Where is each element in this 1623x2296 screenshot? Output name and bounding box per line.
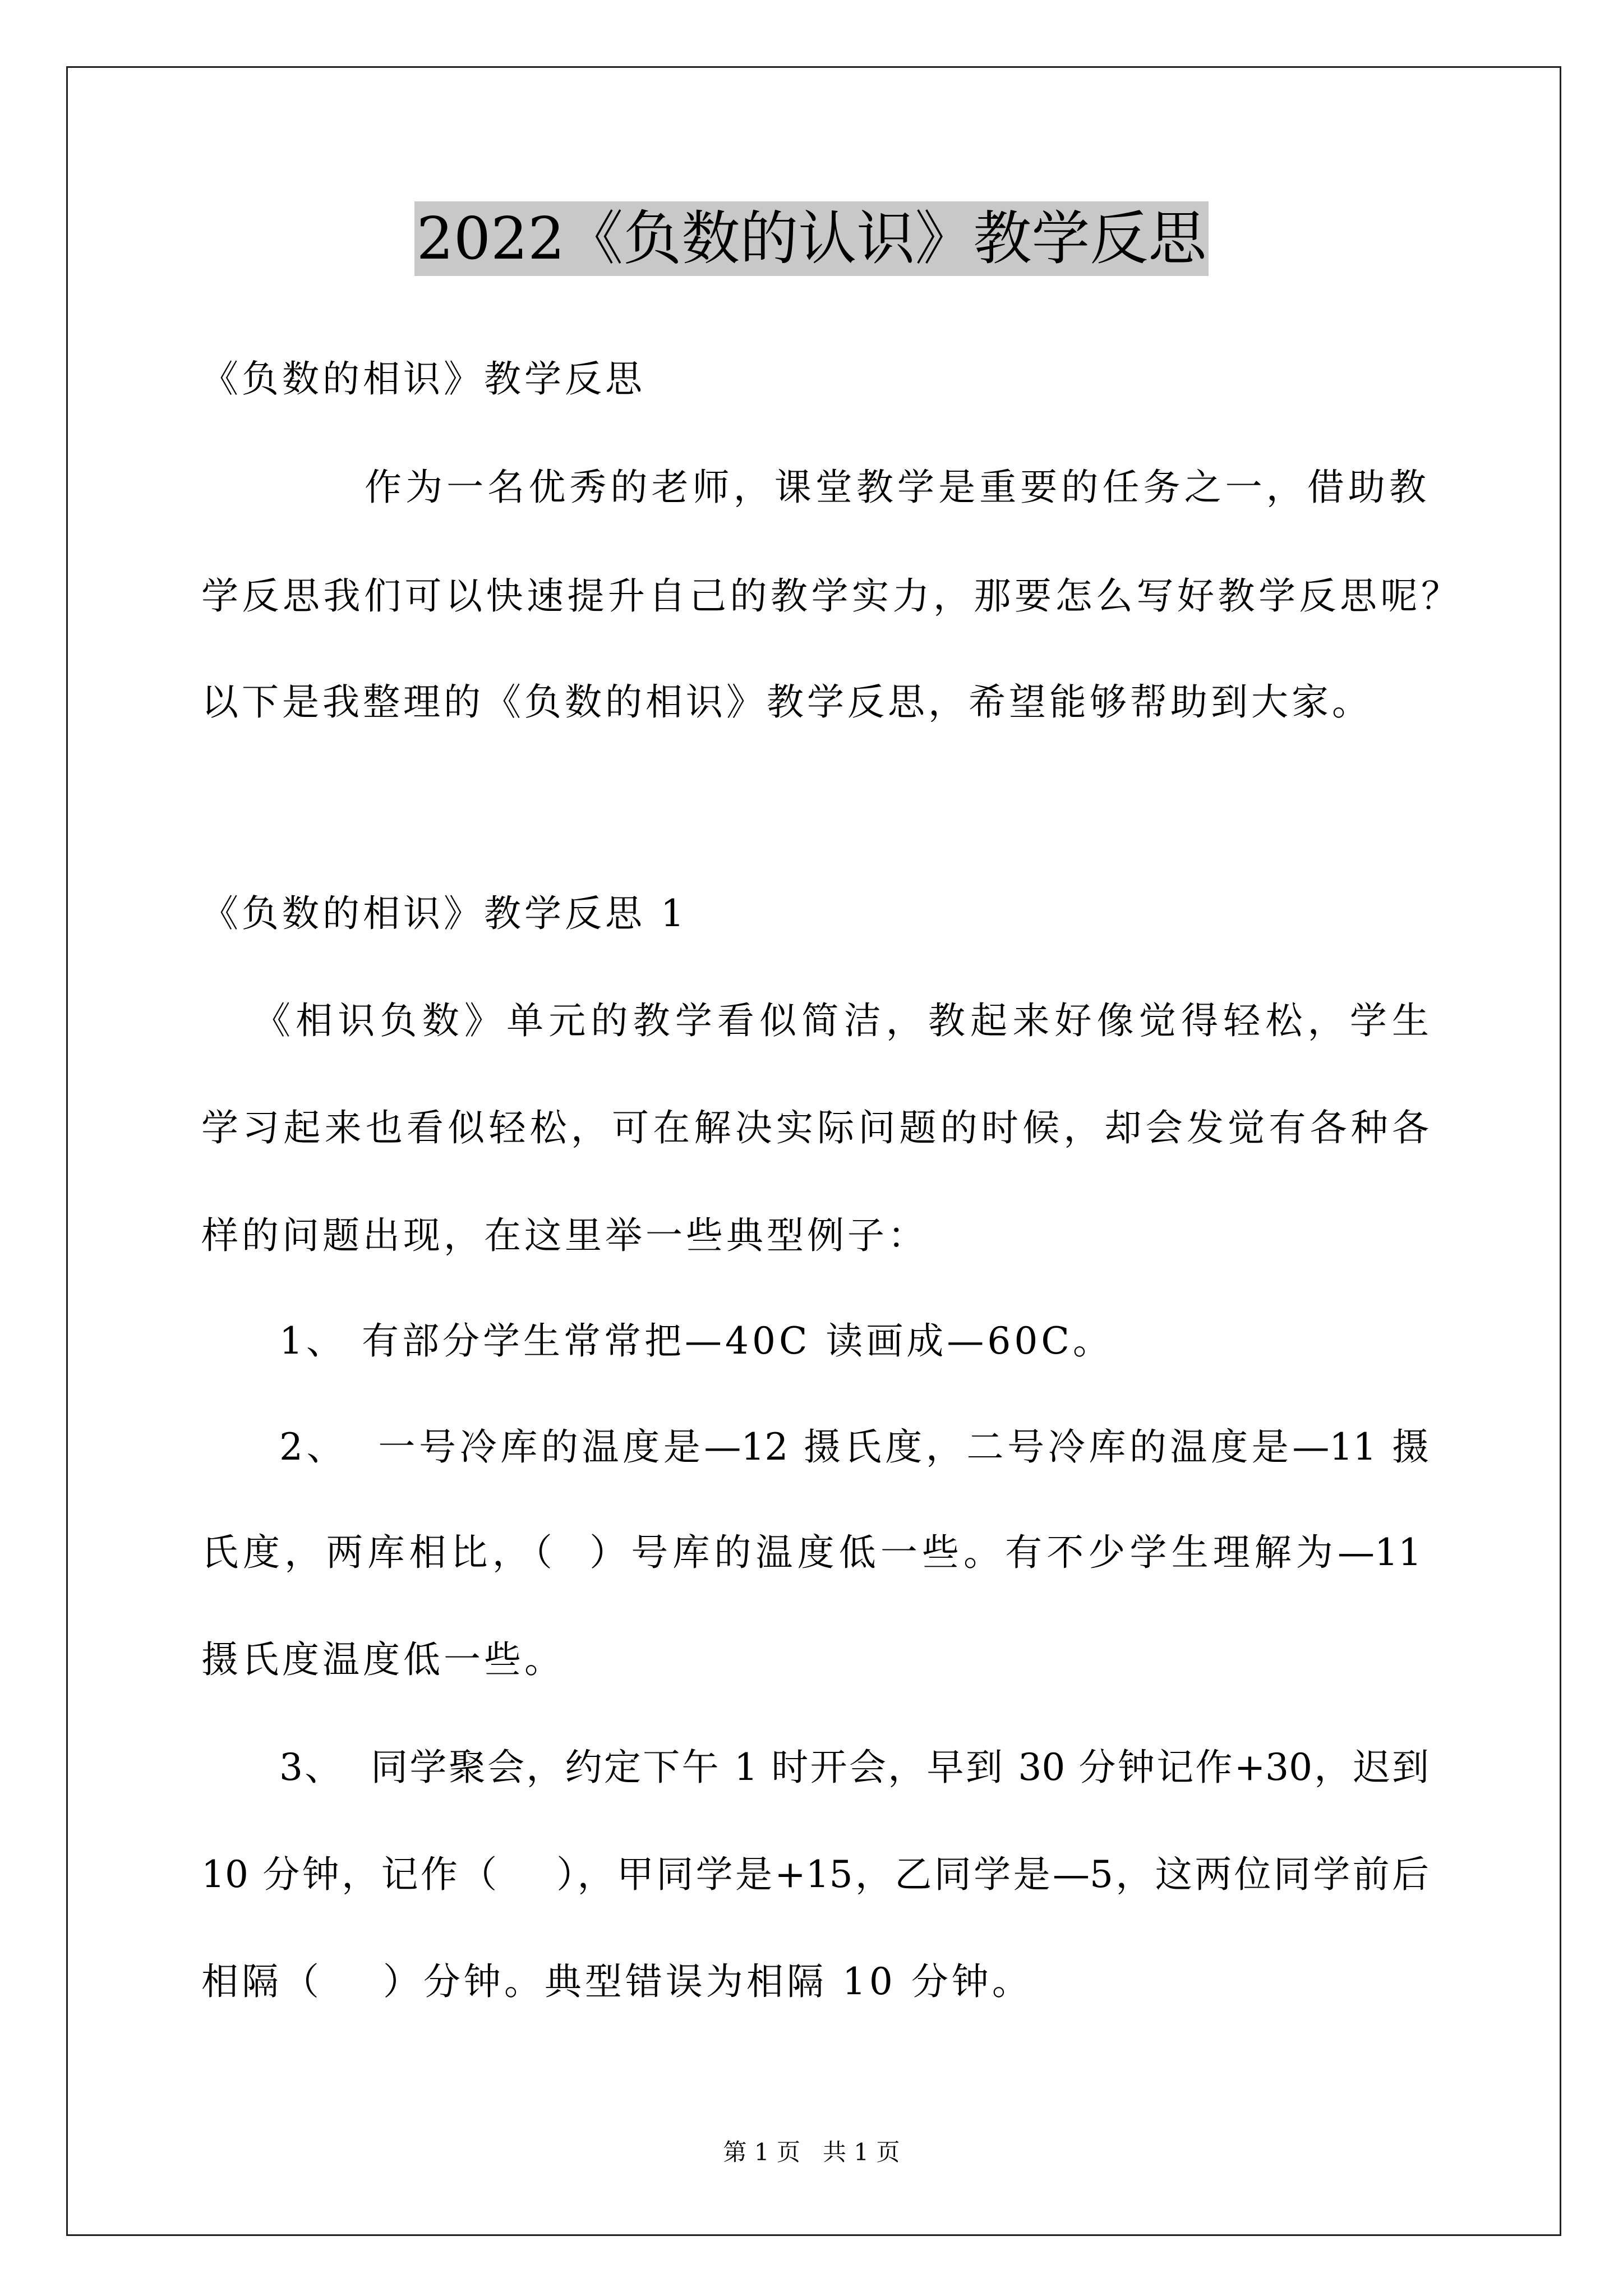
body-line: 3、 同学聚会，约定下午 1 时开会，早到 30 分钟记作+30，迟到 [279, 1746, 1429, 1789]
section-heading: 《负数的相识》教学反思 1 [201, 892, 688, 935]
body-line: 相隔（ ）分钟。典型错误为相隔 10 分钟。 [201, 1960, 1032, 2003]
body-line: 10 分钟，记作（ ），甲同学是+15，乙同学是—5，这两位同学前后 [201, 1853, 1429, 1896]
subtitle: 《负数的相识》教学反思 [201, 357, 645, 401]
body-line: 摄氏度温度低一些。 [201, 1638, 565, 1681]
body-line: 学习起来也看似轻松，可在解决实际问题的时候，却会发觉有各种各 [201, 1106, 1429, 1149]
page-footer: 第 1 页 共 1 页 [723, 2138, 900, 2166]
body-line: 《相识负数》单元的教学看似简洁，教起来好像觉得轻松，学生 [253, 999, 1429, 1042]
body-line: 氏度，两库相比，（ ）号库的温度低一些。有不少学生理解为—11 [201, 1531, 1422, 1574]
intro-line: 以下是我整理的《负数的相识》教学反思，希望能够帮助到大家。 [201, 680, 1372, 724]
intro-line: 学反思我们可以快速提升自己的教学实力，那要怎么写好教学反思呢？ [201, 574, 1458, 618]
intro-line: 作为一名优秀的老师，课堂教学是重要的任务之一，借助教 [365, 466, 1426, 509]
body-line: 样的问题出现，在这里举一些典型例子： [201, 1214, 928, 1257]
document-title-row [0, 201, 1623, 276]
body-line: 2、 一号冷库的温度是—12 摄氏度，二号冷库的温度是—11 摄 [279, 1425, 1429, 1469]
body-line: 1、 有部分学生常常把—40C 读画成—60C。 [279, 1319, 1113, 1363]
document-title: 2022《负数的认识》教学反思 [414, 201, 1209, 276]
